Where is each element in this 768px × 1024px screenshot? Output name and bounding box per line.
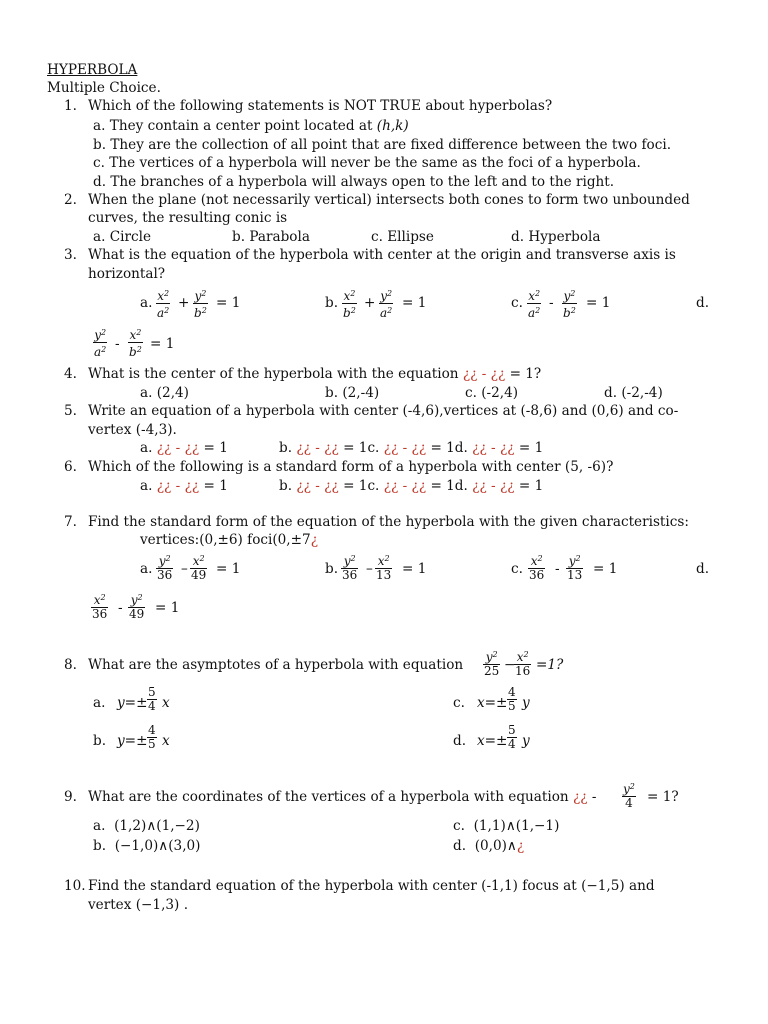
q7-a-eq: = 1 — [216, 561, 241, 577]
q10-line2: vertex (−1,3) . — [88, 897, 189, 913]
q7-c-frac1: $\frac{x^2}{36}$ — [529, 554, 545, 582]
q5-line2: vertex (-4,3). — [88, 422, 177, 438]
q9-option-b: b. (−1,0)∧(3,0) — [93, 838, 201, 854]
q7-b-eq: = 1 — [402, 561, 427, 577]
q3-a-frac2: $\frac{y^2}{b^2}$ — [194, 289, 207, 320]
q7-number: 7. — [64, 514, 77, 530]
q8-option-b-label: b. — [93, 733, 107, 749]
q8-d-frac: $\frac{5}{4}$ — [508, 723, 516, 751]
q3-d-frac2: $\frac{x^2}{b^2}$ — [129, 328, 142, 359]
q3-b-frac2: $\frac{y^2}{a^2}$ — [380, 289, 393, 320]
q2-line1: When the plane (not necessarily vertical) intersects both cones to form two unbounded — [88, 192, 690, 208]
q7-option-a-label: a. — [140, 561, 153, 577]
q1-option-b: b. They are the collection of all point that are fixed difference between the two foci. — [93, 137, 672, 153]
q8-a-frac: $\frac{5}{4}$ — [148, 685, 156, 713]
q4-number: 4. — [64, 366, 77, 382]
q7-c-eq: = 1 — [593, 561, 618, 577]
q6-option-a: a. ¿¿ - ¿¿ = 1 — [140, 478, 228, 494]
q8-option-d-label: d. — [453, 733, 467, 749]
q3-option-d-label: d. — [696, 295, 710, 311]
q8-frac2: $\frac{x^2}{16}$ — [515, 650, 531, 678]
q3-c-frac2: $\frac{y^2}{b^2}$ — [563, 289, 576, 320]
q3-option-c-label: c. — [511, 295, 523, 311]
section-subtitle: Multiple Choice. — [47, 80, 161, 96]
q8-eq-end: =1? — [536, 657, 564, 673]
q6-option-b: b. ¿¿ - ¿¿ = 1c. ¿¿ - ¿¿ = 1d. ¿¿ - ¿¿ = 1 — [279, 478, 544, 494]
q3-d-minus: - — [115, 336, 120, 352]
q8-b-lhs: y=± — [117, 733, 148, 749]
q5-option-a: a. ¿¿ - ¿¿ = 1 — [140, 440, 228, 456]
q8-number: 8. — [64, 657, 77, 673]
q5-line1: Write an equation of a hyperbola with center (-4,6),vertices at (-8,6) and (0,6) and co- — [88, 403, 679, 419]
q3-b-eq: = 1 — [402, 295, 427, 311]
q3-number: 3. — [64, 247, 77, 263]
q8-text: What are the asymptotes of a hyperbola with equation — [88, 657, 464, 673]
q1-option-a: a. They contain a center point located at (h,k) — [93, 118, 409, 134]
q7-text: Find the standard form of the equation of the hyperbola with the given characteristics: — [88, 514, 689, 530]
q3-a-eq: = 1 — [216, 295, 241, 311]
q7-c-minus: - — [555, 561, 560, 577]
q10-number: 10. — [64, 878, 86, 894]
q2-option-d: d. Hyperbola — [511, 229, 601, 245]
q1-option-d: d. The branches of a hyperbola will always open to the left and to the right. — [93, 174, 615, 190]
q8-minus: − — [504, 657, 516, 673]
q7-b-minus: – — [366, 561, 373, 577]
q4-option-a: a. (2,4) — [140, 385, 189, 401]
q7-b-frac2: $\frac{x^2}{13}$ — [376, 554, 392, 582]
q1-text: Which of the following statements is NOT TRUE about hyperbolas? — [88, 98, 553, 114]
q9-number: 9. — [64, 789, 77, 805]
q3-line1: What is the equation of the hyperbola with center at the origin and transverse axis is — [88, 247, 676, 263]
q7-b-frac1: $\frac{y^2}{36}$ — [342, 554, 358, 582]
q8-d-lhs: x=± — [477, 733, 508, 749]
q8-option-c-label: c. — [453, 695, 465, 711]
q3-b-frac1: $\frac{x^2}{b^2}$ — [343, 289, 356, 320]
q3-line2: horizontal? — [88, 266, 166, 282]
q2-line2: curves, the resulting conic is — [88, 210, 288, 226]
q3-c-eq: = 1 — [586, 295, 611, 311]
q9-option-a: a. (1,2)∧(1,−2) — [93, 818, 200, 834]
q3-option-b-label: b. — [325, 295, 339, 311]
q9-frac: $\frac{y^2}{4}$ — [623, 782, 635, 810]
q2-option-b: b. Parabola — [232, 229, 310, 245]
q9-option-d: d. (0,0)∧¿ — [453, 838, 525, 854]
q2-number: 2. — [64, 192, 77, 208]
q7-d-frac1: $\frac{x^2}{36}$ — [92, 593, 108, 621]
q7-a-frac1: $\frac{y^2}{36}$ — [157, 554, 173, 582]
q7-option-d-label: d. — [696, 561, 710, 577]
q3-d-frac1: $\frac{y^2}{a^2}$ — [94, 328, 107, 359]
q5-option-b: b. ¿¿ - ¿¿ = 1c. ¿¿ - ¿¿ = 1d. ¿¿ - ¿¿ = 1 — [279, 440, 544, 456]
q2-option-c: c. Ellipse — [371, 229, 434, 245]
q7-d-frac2: $\frac{y^2}{49}$ — [129, 593, 145, 621]
q7-c-frac2: $\frac{y^2}{13}$ — [567, 554, 583, 582]
q7-given: vertices:(0,±6) foci(0,±7¿ — [140, 532, 318, 548]
q9-text: What are the coordinates of the vertices of a hyperbola with equation ¿¿ - — [88, 789, 597, 805]
q6-number: 6. — [64, 459, 77, 475]
q8-c-frac: $\frac{4}{5}$ — [508, 685, 516, 713]
q1-option-c: c. The vertices of a hyperbola will never be the same as the foci of a hyperbola. — [93, 155, 641, 171]
q3-a-plus: + — [178, 295, 190, 311]
q2-option-a: a. Circle — [93, 229, 151, 245]
q4-option-b: b. (2,-4) — [325, 385, 380, 401]
q8-a-lhs: y=± — [117, 695, 148, 711]
q3-a-frac1: $\frac{x^2}{a^2}$ — [157, 289, 170, 320]
q8-option-a-label: a. — [93, 695, 106, 711]
q6-text: Which of the following is a standard form of a hyperbola with center (5, -6)? — [88, 459, 614, 475]
q3-d-eq: = 1 — [150, 336, 175, 352]
q8-d-var: y — [522, 733, 530, 749]
q5-number: 5. — [64, 403, 77, 419]
q7-d-eq: = 1 — [155, 600, 180, 616]
page-title: HYPERBOLA — [47, 62, 138, 78]
q7-option-c-label: c. — [511, 561, 523, 577]
q3-c-minus: - — [549, 295, 554, 311]
q3-option-a-label: a. — [140, 295, 153, 311]
q8-a-var: x — [162, 695, 170, 711]
q8-c-var: y — [522, 695, 530, 711]
q3-c-frac1: $\frac{x^2}{a^2}$ — [528, 289, 541, 320]
q7-a-frac2: $\frac{x^2}{49}$ — [191, 554, 207, 582]
q7-option-b-label: b. — [325, 561, 339, 577]
q8-b-var: x — [162, 733, 170, 749]
q4-option-c: c. (-2,4) — [465, 385, 519, 401]
q3-b-plus: + — [364, 295, 376, 311]
q8-b-frac: $\frac{4}{5}$ — [148, 723, 156, 751]
q9-end: = 1? — [647, 789, 679, 805]
q8-c-lhs: x=± — [477, 695, 508, 711]
q10-line1: Find the standard equation of the hyperbola with center (-1,1) focus at (−1,5) and — [88, 878, 655, 894]
q9-option-c: c. (1,1)∧(1,−1) — [453, 818, 560, 834]
q1-number: 1. — [64, 98, 77, 114]
q8-frac1: $\frac{y^2}{25}$ — [484, 650, 500, 678]
q7-d-minus: - — [118, 600, 123, 616]
q7-a-minus: – — [181, 561, 188, 577]
q4-text: What is the center of the hyperbola with the equation ¿¿ - ¿¿ = 1? — [88, 366, 542, 382]
q4-option-d: d. (-2,-4) — [604, 385, 663, 401]
